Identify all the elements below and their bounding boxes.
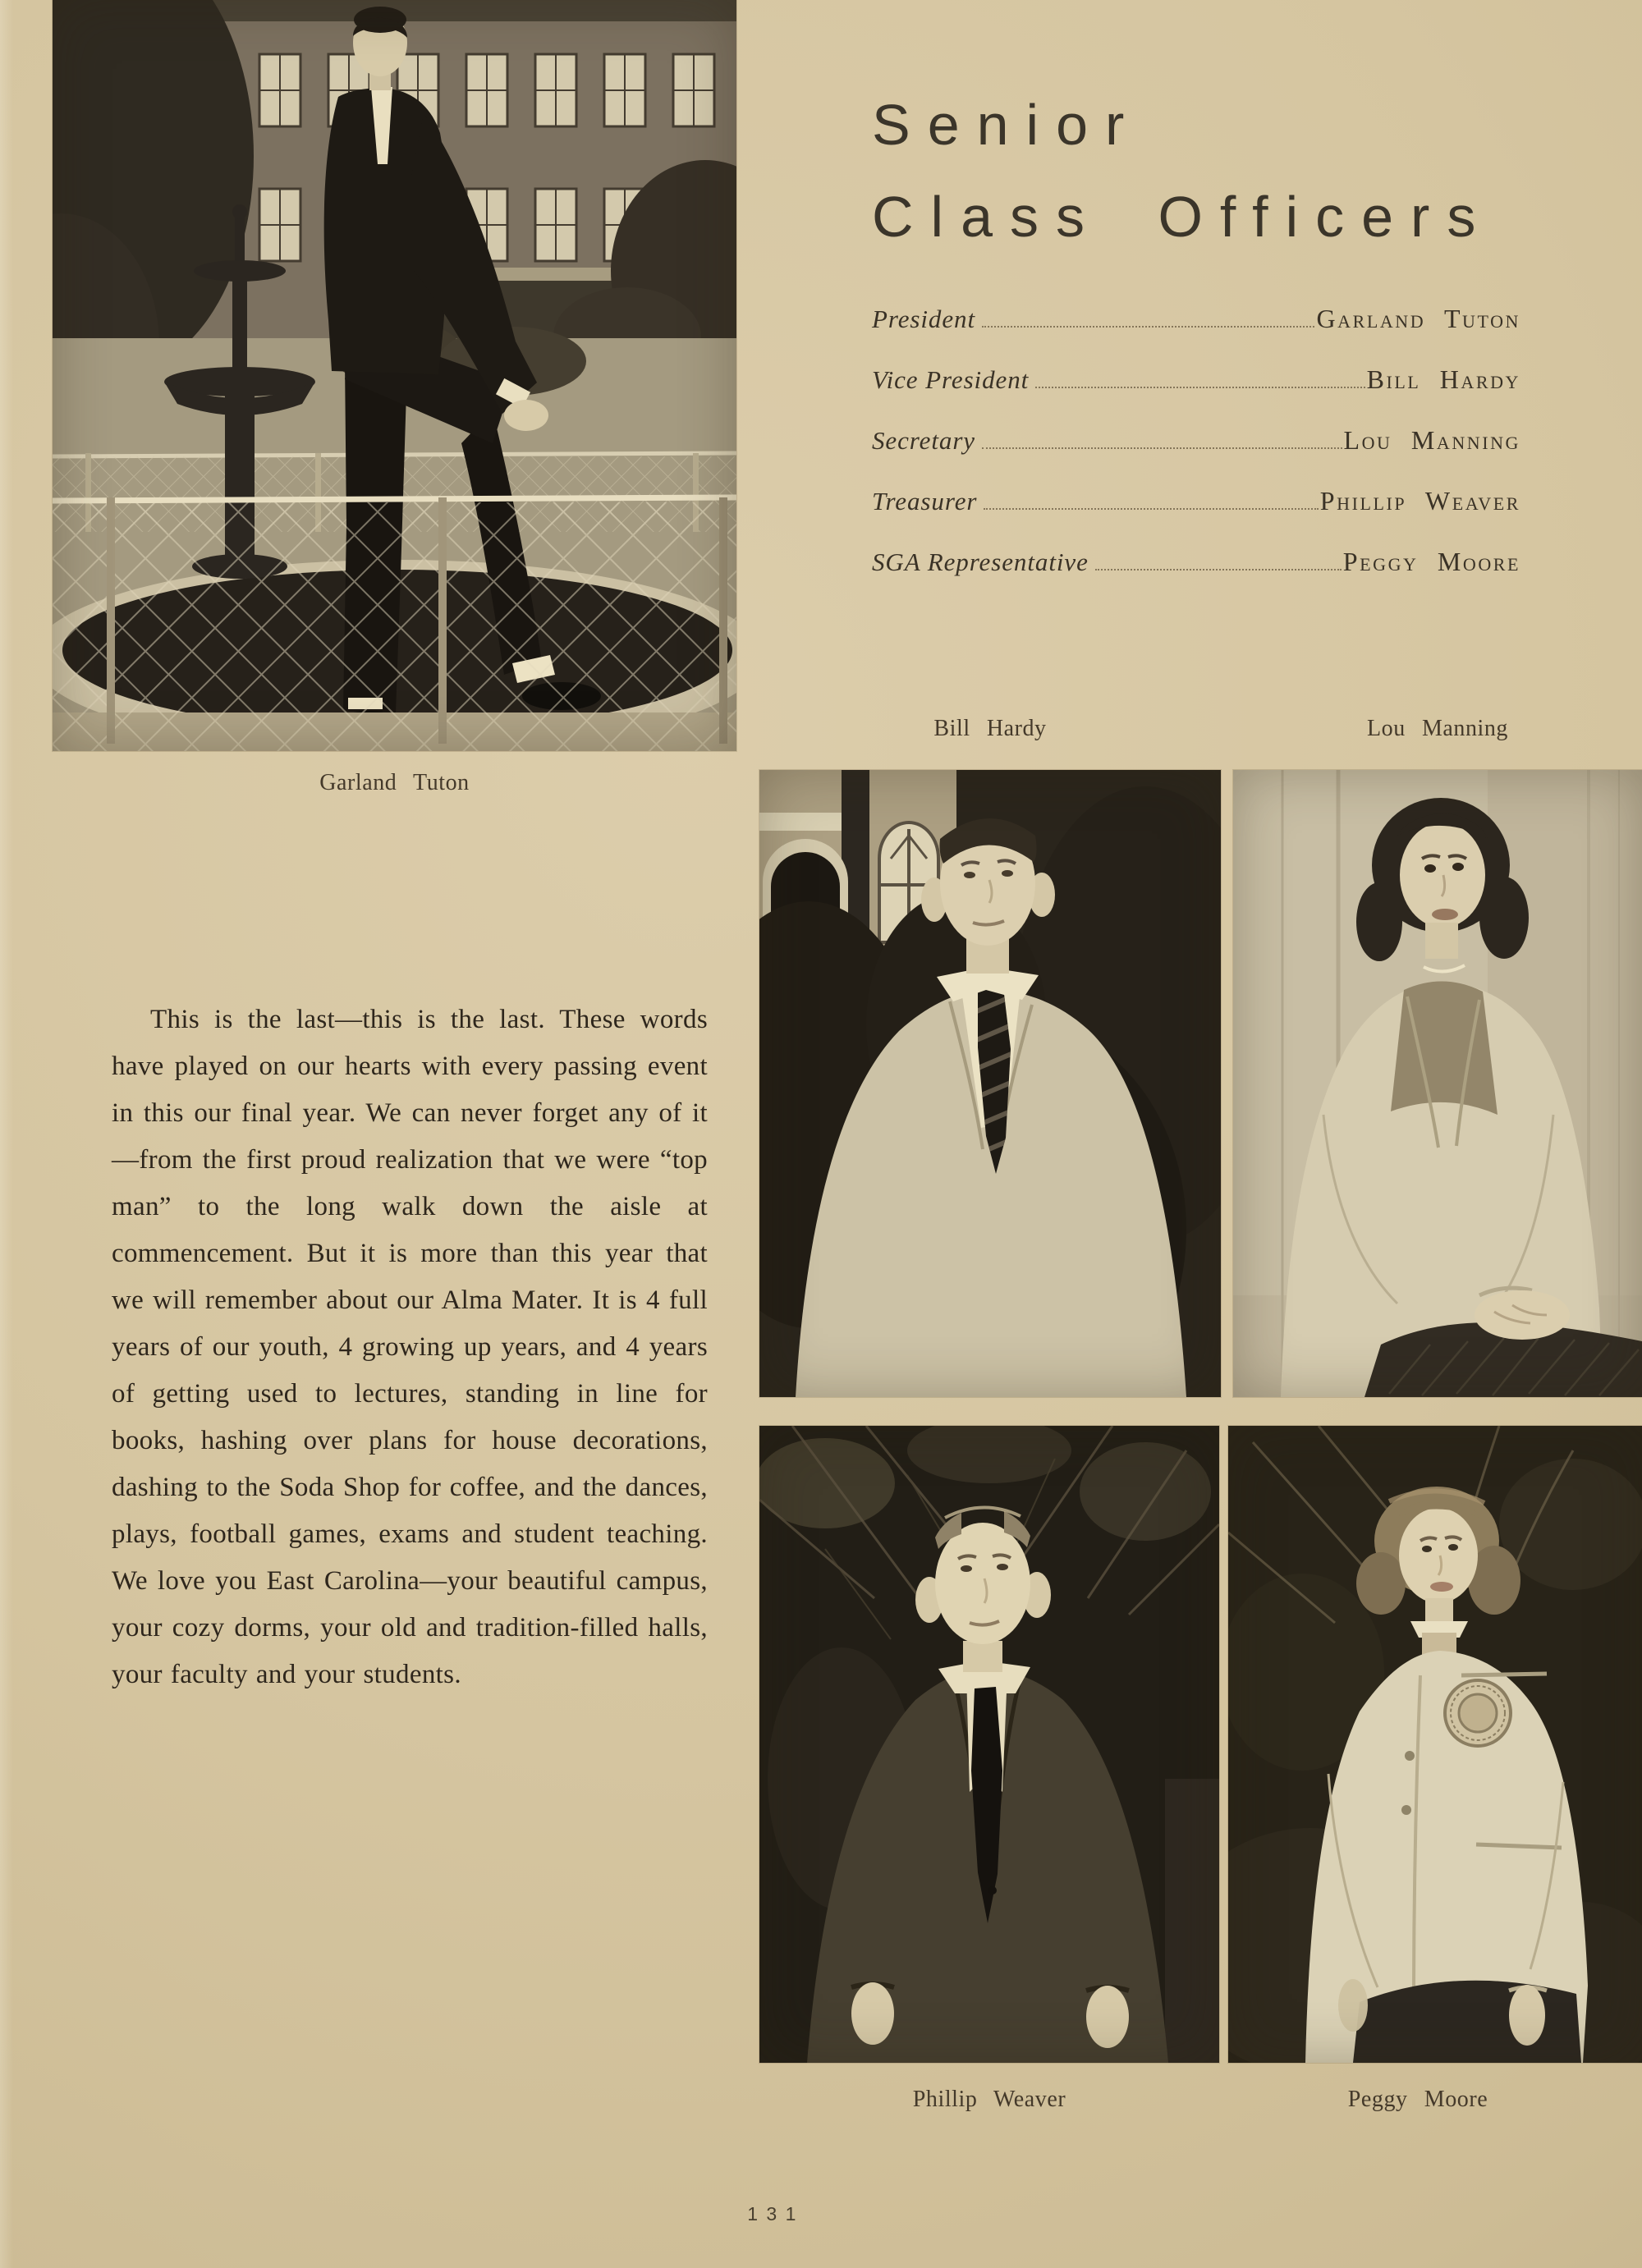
officer-row-secretary (872, 422, 1520, 483)
page-title (872, 79, 1493, 263)
lou-manning-photo-illustration (1233, 770, 1642, 1397)
officer-role: Vice President (872, 365, 1030, 394)
dotted-leader (984, 508, 1318, 510)
garland-tuton-photo-illustration (53, 0, 736, 751)
officer-name: Bill Hardy (1366, 364, 1520, 394)
officer-name: Peggy Moore (1342, 547, 1520, 576)
caption-lou-manning: Lou Manning (1367, 716, 1508, 741)
title-line-2: Class Officers (872, 185, 1493, 249)
peggy-moore-photo-illustration (1228, 1426, 1642, 2063)
photo-garland-tuton (53, 0, 736, 751)
photo-lou-manning (1233, 770, 1642, 1397)
phillip-weaver-photo-illustration (759, 1426, 1219, 2063)
dotted-leader (982, 447, 1342, 449)
officer-name: Phillip Weaver (1319, 486, 1520, 515)
senior-class-essay: This is the last—this is the last. These words have played on our hearts with every passing event in this our final year. We can never forget any of it—from the first proud realization that we were “top man” to the long walk down the aisle at commencement. But it is more than this year that we will remember about our Alma Mater. It is 4 full years of our youth, 4 growing up years, and 4 years of getting used to lectures, standing in line for books, hashing over plans for house decorations, dashing to the Soda Shop for coffee, and the dances, plays, football games, exams and student teaching. We love you East Carolina—your beautiful campus, your cozy dorms, your old and tradition-filled halls, your faculty and your students. (112, 1005, 708, 1689)
caption-peggy-moore: Peggy Moore (1347, 2087, 1488, 2112)
photo-peggy-moore (1228, 1426, 1642, 2063)
officer-role: SGA Representative (872, 548, 1089, 576)
officer-role: Secretary (872, 426, 975, 455)
officer-name: Garland Tuton (1316, 304, 1520, 333)
officer-row-treasurer (872, 483, 1520, 543)
caption-bill-hardy: Bill Hardy (933, 716, 1047, 741)
dotted-leader (982, 326, 1314, 328)
bill-hardy-photo-illustration (759, 770, 1221, 1397)
dotted-leader (1095, 569, 1342, 570)
caption-garland-tuton: Garland Tuton (319, 770, 470, 795)
photo-phillip-weaver (759, 1426, 1219, 2063)
caption-phillip-weaver: Phillip Weaver (912, 2087, 1066, 2112)
officer-row-vice-president (872, 361, 1520, 422)
officer-role: President (872, 305, 976, 333)
officer-row-sga-representative (872, 543, 1520, 604)
officer-name: Lou Manning (1343, 425, 1520, 455)
photo-bill-hardy (759, 770, 1221, 1397)
title-line-1: Senior (872, 93, 1142, 157)
dotted-leader (1035, 387, 1365, 388)
officer-row-president (872, 300, 1520, 361)
officer-list (872, 300, 1520, 604)
page-number: 131 (747, 2203, 805, 2224)
officer-role: Treasurer (872, 487, 978, 515)
